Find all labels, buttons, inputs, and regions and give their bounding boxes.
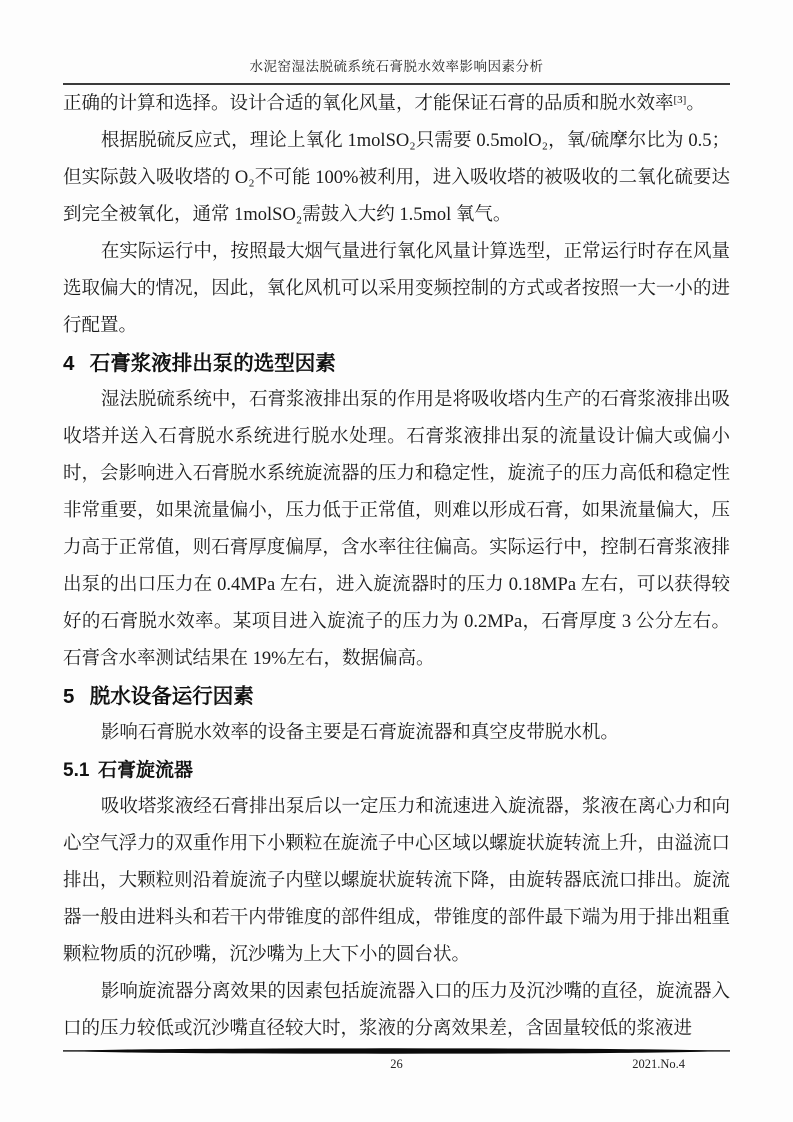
subsection-title: 石膏旋流器 [97, 760, 193, 781]
paragraph: 在实际运行中，按照最大烟气量进行氧化风量计算选型，正常运行时存在风量选取偏大的情况，因此，氧化风机可以采用变频控制的方式或者按照一大一小的进行配置。 [63, 242, 730, 336]
journal-issue: 2021.No.4 [632, 1057, 685, 1071]
section-heading-5 [63, 678, 730, 715]
subsection-heading-5-1 [63, 752, 730, 789]
page-header [63, 0, 730, 85]
section-number: 4 [63, 352, 75, 375]
paragraph: 吸收塔浆液经石膏排出泵后以一定压力和流速进入旋流器，浆液在离心力和向心空气浮力的双重作用下小颗粒在旋流子中心区域以螺旋状旋转流上升，由溢流口排出，大颗粒则沿着旋流子内壁以螺旋状旋转流下降，由旋转器底流口排出。旋流器一般由进料头和若干内带锥度的部件组成，带锥度的部件最下端为用于排出粗重颗粒物质的沉砂嘴，沉沙嘴为上大下小的圆台状。 [63, 797, 730, 965]
citation-ref: [3] [673, 94, 687, 106]
page-body [63, 86, 730, 1044]
header-rule [63, 83, 730, 85]
section-number: 5 [63, 685, 75, 708]
paragraph-continued [63, 86, 730, 123]
paragraph: 根据脱硫反应式，理论上氧化 1molSO₂只需要 0.5molO₂，氧/硫摩尔比为 0.5；但实际鼓入吸收塔的 O₂不可能 100%被利用，进入吸收塔的被吸收的二氧化硫要达到完全被氧化，通常 1molSO₂需鼓入大约 1.5mol 氧气。 [63, 131, 730, 225]
section-title: 脱水设备运行因素 [89, 685, 254, 708]
footer-text-row [63, 1055, 730, 1073]
subsection-number: 5.1 [63, 760, 90, 781]
footer-rule [63, 1047, 730, 1055]
page-footer [63, 1047, 730, 1073]
page-number: 26 [390, 1057, 403, 1071]
paragraph-text: 。 [686, 94, 705, 114]
section-title: 石膏浆液排出泵的选型因素 [89, 352, 336, 375]
paragraph: 影响石膏脱水效率的设备主要是石膏旋流器和真空皮带脱水机。 [100, 723, 619, 743]
running-header-title: 水泥窑湿法脱硫系统石膏脱水效率影响因素分析 [249, 59, 544, 74]
paragraph-text: 正确的计算和选择。设计合适的氧化风量，才能保证石膏的品质和脱水效率 [63, 94, 674, 114]
section-heading-4 [63, 345, 730, 382]
paragraph: 湿法脱硫系统中，石膏浆液排出泵的作用是将吸收塔内生产的石膏浆液排出吸收塔并送入石膏脱水系统进行脱水处理。石膏浆液排出泵的流量设计偏大或偏小时，会影响进入石膏脱水系统旋流器的压力和稳定性，旋流子的压力高低和稳定性非常重要，如果流量偏小，压力低于正常值，则难以形成石膏，如果流量偏大，压力高于正常值，则石膏厚度偏厚，含水率往往偏高。实际运行中，控制石膏浆液排出泵的出口压力在 0.4MPa 左右，进入旋流器时的压力 0.18MPa 左右，可以获得较好的石膏脱水效率。某项目进入旋流子的压力为 0.2MPa，石膏厚度 3 公分左右。石膏含水率测试结果在 19%左右，数据偏高。 [63, 390, 730, 669]
paragraph: 影响旋流器分离效果的因素包括旋流器入口的压力及沉沙嘴的直径，旋流器入口的压力较低或沉沙嘴直径较大时，浆液的分离效果差，含固量较低的浆液进 [63, 982, 730, 1039]
